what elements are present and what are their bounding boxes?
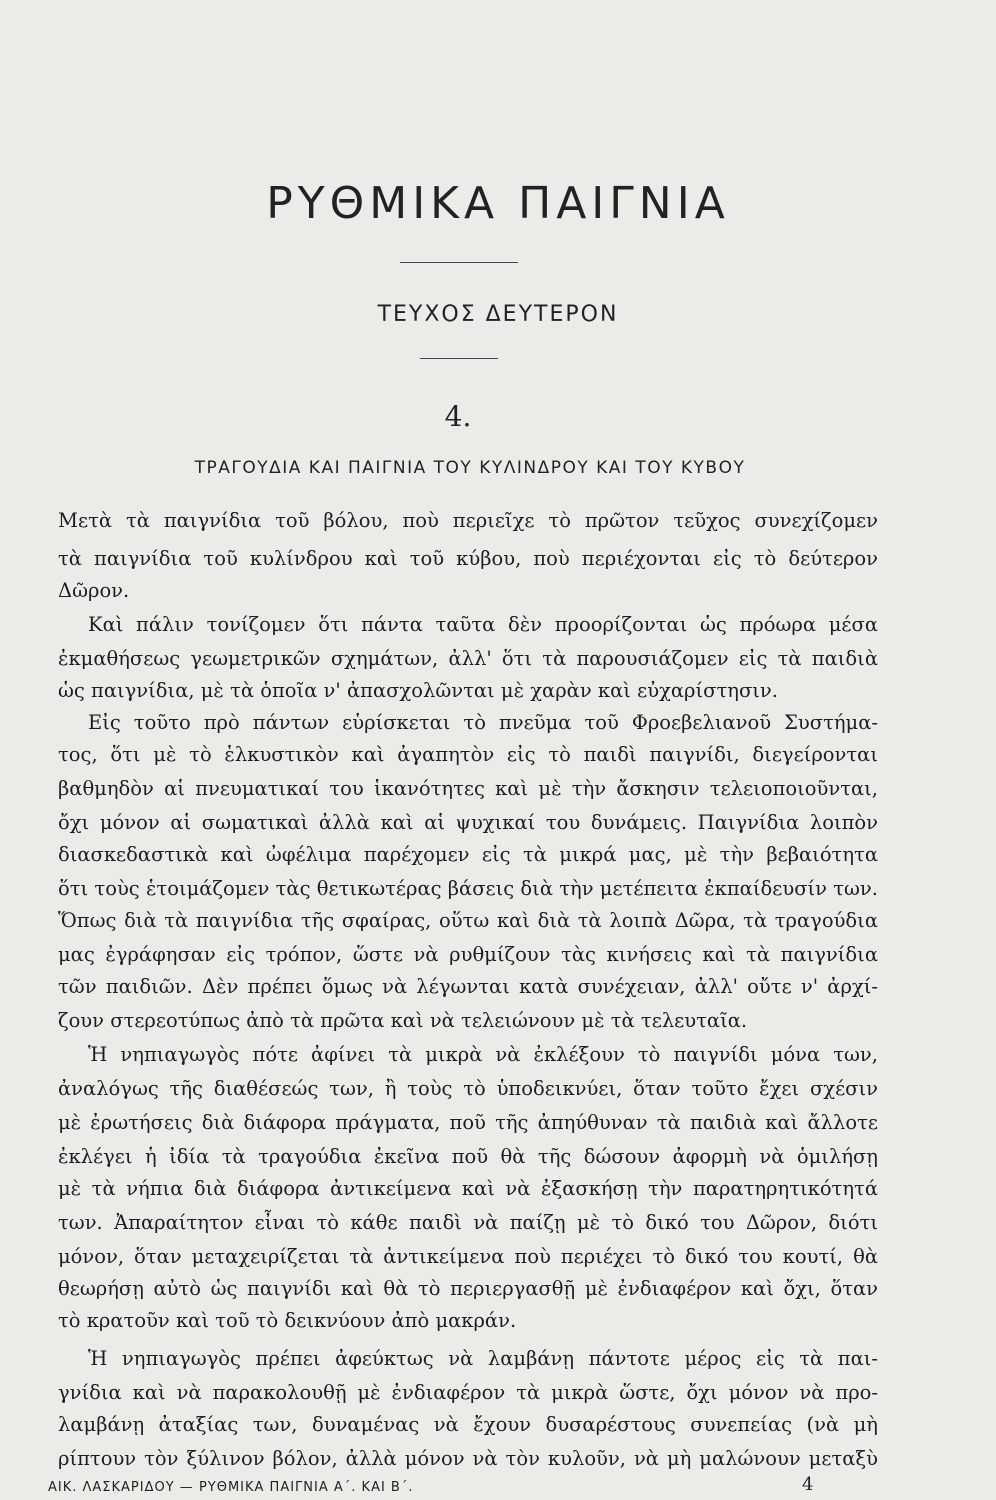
body-line: θεωρήσῃ αὐτὸ ὡς παιγνίδι καὶ θὰ τὸ περιεργασθῇ μὲ ἐνδιαφέρον καὶ ὄχι, ὅταν (58, 1277, 878, 1300)
body-line: Ἡ νηπιαγωγὸς πρέπει ἀφεύκτως νὰ λαμβάνῃ πάντοτε μέρος εἰς τὰ παι- (88, 1347, 878, 1370)
body-line: τος, ὅτι μὲ τὸ ἑλκυστικὸν καὶ ἀγαπητὸν εἰς τὸ παιδὶ παιγνίδι, διεγείρονται (58, 743, 878, 766)
body-line: τὸ κρατοῦν καὶ τοῦ τὸ δεικνύουν ἀπὸ μακράν. (58, 1309, 517, 1332)
body-line: λαμβάνῃ ἀταξίας των, δυναμένας νὰ ἔχουν δυσαρέστους συνεπείας (νὰ μὴ (58, 1413, 878, 1436)
body-line: μόνον, ὅταν μεταχειρίζεται τὰ ἀντικείμενα ποὺ περιέχει τὸ δικό του κουτί, θὰ (58, 1245, 878, 1268)
body-line: τὰ παιγνίδια τοῦ κυλίνδρου καὶ τοῦ κύβου, ποὺ περιέχονται εἰς τὸ δεύτερον (58, 547, 878, 570)
section-heading: ΤΡΑΓΟΥΔΙΑ ΚΑΙ ΠΑΙΓΝΙΑ ΤΟΥ ΚΥΛΙΝΔΡΟΥ ΚΑΙ ΤΟΥ ΚΥΒΟΥ (194, 458, 746, 478)
body-line: μὲ τὰ νήπια διὰ διάφορα ἀντικείμενα καὶ νὰ ἐξασκήσῃ τὴν παρατηρητικότητά (58, 1177, 878, 1200)
body-line: ἀναλόγως τῆς διαθέσεώς των, ἢ τοὺς τὸ ὑποδεικνύει, ὅταν τοῦτο ἔχει σχέσιν (58, 1077, 878, 1100)
body-line: Ἡ νηπιαγωγὸς πότε ἀφίνει τὰ μικρὰ νὰ ἐκλέξουν τὸ παιγνίδι μόνα των, (88, 1043, 878, 1066)
body-line: γνίδια καὶ νὰ παρακολουθῇ μὲ ἐνδιαφέρον τὰ μικρὰ ὥστε, ὄχι μόνον νὰ προ- (58, 1381, 878, 1404)
body-line: ὄχι μόνον αἱ σωματικαὶ ἀλλὰ καὶ αἱ ψυχικαί του δυνάμεις. Παιγνίδια λοιπὸν (58, 811, 878, 834)
footer-signature: ΑΙΚ. ΛΑΣΚΑΡΙΔΟΥ — ΡΥΘΜΙΚΑ ΠΑΙΓΝΙΑ Α΄. ΚΑΙ Β΄. (48, 1480, 414, 1495)
page-title: ΡΥΘΜΙΚΑ ΠΑΙΓΝΙΑ (266, 178, 730, 229)
body-line: Δῶρον. (58, 579, 130, 602)
body-line: διασκεδαστικὰ καὶ ὠφέλιμα παρέχομεν εἰς τὰ μικρά μας, μὲ τὴν βεβαιότητα (58, 843, 878, 866)
body-line: Μετὰ τὰ παιγνίδια τοῦ βόλου, ποὺ περιεῖχε τὸ πρῶτον τεῦχος συνεχίζομεν (58, 509, 878, 532)
body-line: ὡς παιγνίδια, μὲ τὰ ὁποῖα ν' ἀπασχολῶνται μὲ χαρὰν καὶ εὐχαρίστησιν. (58, 679, 778, 702)
body-line: τῶν παιδιῶν. Δὲν πρέπει ὅμως νὰ λέγωνται κατὰ συνέχειαν, ἀλλ' οὔτε ν' ἀρχί- (58, 975, 878, 998)
section-number: 4. (444, 400, 472, 433)
page-subtitle: ΤΕΥΧΟΣ ΔΕΥΤΕΡΟΝ (377, 302, 619, 327)
title-divider (400, 262, 518, 263)
body-line: ὅτι τοὺς ἑτοιμάζομεν τὰς θετικωτέρας βάσεις διὰ τὴν μετέπειτα ἐκπαίδευσίν των. (58, 877, 878, 900)
body-line: βαθμηδὸν αἱ πνευματικαί του ἱκανότητες καὶ μὲ τὴν ἄσκησιν τελειοποιοῦνται, (58, 777, 878, 800)
body-line: μὲ ἐρωτήσεις διὰ διάφορα πράγματα, ποῦ τῆς ἀπηύθυναν τὰ παιδιὰ καὶ ἄλλοτε (58, 1111, 878, 1134)
body-line: Εἰς τοῦτο πρὸ πάντων εὑρίσκεται τὸ πνεῦμα τοῦ Φροεβελιανοῦ Συστήμα- (88, 711, 878, 734)
body-line: ἐκμαθήσεως γεωμετρικῶν σχημάτων, ἀλλ' ὅτι τὰ παρουσιάζομεν εἰς τὰ παιδιὰ (58, 647, 878, 670)
body-line: των. Ἀπαραίτητον εἶναι τὸ κάθε παιδὶ νὰ παίζῃ μὲ τὸ δικό του Δῶρον, διότι (58, 1211, 878, 1234)
body-line: μας ἐγράφησαν εἰς τρόπον, ὥστε νὰ ρυθμίζουν τὰς κινήσεις καὶ τὰ παιγνίδια (58, 943, 878, 966)
body-line: ζουν στερεοτύπως ἀπὸ τὰ πρῶτα καὶ νὰ τελειώνουν μὲ τὰ τελευταῖα. (58, 1009, 748, 1032)
body-line: ἐκλέγει ἡ ἰδία τὰ τραγούδια ἐκεῖνα ποῦ θὰ τῆς δώσουν ἀφορμὴ νὰ ὁμιλήσῃ (58, 1145, 878, 1168)
page-number: 4 (802, 1474, 814, 1495)
subtitle-divider (420, 358, 498, 359)
body-line: Ὅπως διὰ τὰ παιγνίδια τῆς σφαίρας, οὕτω καὶ διὰ τὰ λοιπὰ Δῶρα, τὰ τραγούδια (58, 909, 878, 932)
body-line: Καὶ πάλιν τονίζομεν ὅτι πάντα ταῦτα δὲν προορίζονται ὡς πρόωρα μέσα (88, 613, 878, 636)
body-line: ρίπτουν τὸν ξύλινον βόλον, ἀλλὰ μόνον νὰ τὸν κυλοῦν, νὰ μὴ μαλώνουν μεταξὺ (58, 1447, 878, 1470)
